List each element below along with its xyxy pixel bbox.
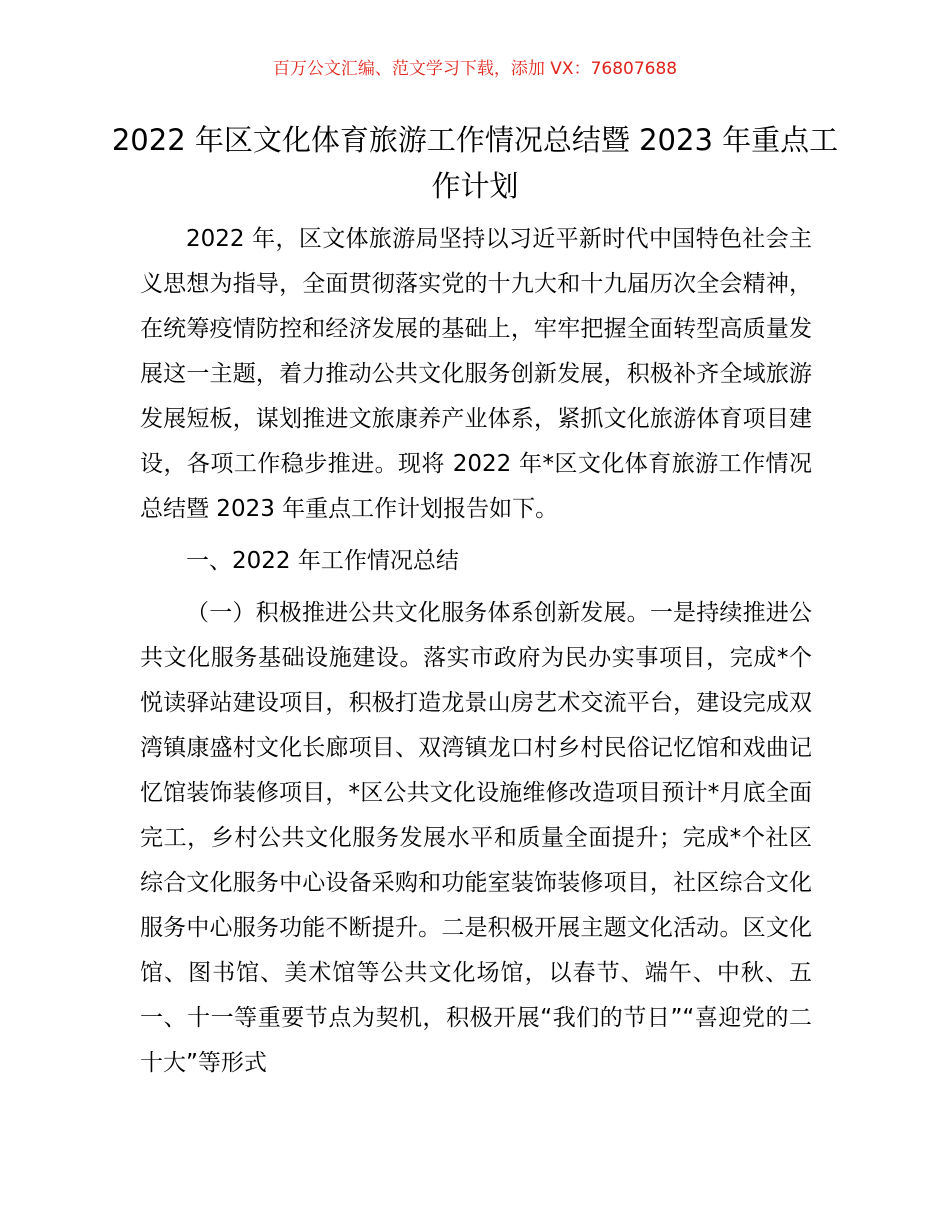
document-title: 2022 年区文化体育旅游工作情况总结暨 2023 年重点工作计划 bbox=[111, 123, 839, 203]
document-body bbox=[140, 217, 812, 1086]
promo-banner: 百万公文汇编、范文学习下载，添加 VX：76807688 bbox=[272, 59, 678, 79]
intro-paragraph: 2022 年，区文体旅游局坚持以习近平新时代中国特色社会主义思想为指导，全面贯彻落实党的十九大和十九届历次全会精神，在统筹疫情防控和经济发展的基础上，牢牢把握全面转型高质量发展这一主题，着力推动公共文化服务创新发展，积极补齐全域旅游发展短板，谋划推进文旅康养产业体系，紧抓文化旅游体育项目建设，各项工作稳步推进。现将 2022 年*区文化体育旅游工作情况总结暨 2023 年重点工作计划报告如下。 bbox=[140, 226, 812, 522]
body-paragraph: （一）积极推进公共文化服务体系创新发展。一是持续推进公共文化服务基础设施建设。落实市政府为民办实事项目，完成*个悦读驿站建设项目，积极打造龙景山房艺术交流平台，建设完成双湾镇康盛村文化长廊项目、双湾镇龙口村乡村民俗记忆馆和戏曲记忆馆装饰装修项目，*区公共文化设施维修改造项目预计*月底全面完工，乡村公共文化服务发展水平和质量全面提升；完成*个社区综合文化服务中心设备采购和功能室装饰装修项目，社区综合文化服务中心服务功能不断提升。二是积极开展主题文化活动。区文化馆、图书馆、美术馆等公共文化场馆，以春节、端午、中秋、五一、十一等重要节点为契机，积极开展“我们的节日”“喜迎党的二十大”等形式 bbox=[140, 600, 812, 1076]
section-heading: 一、2022 年工作情况总结 bbox=[186, 548, 459, 574]
